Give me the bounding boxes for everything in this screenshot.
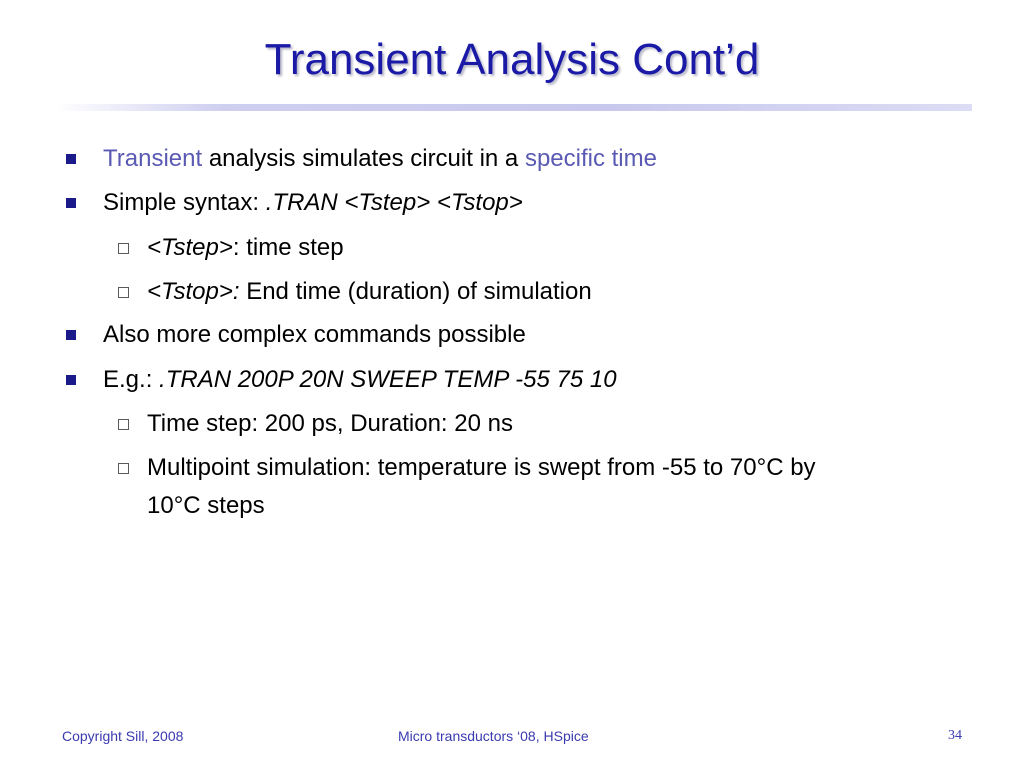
highlight-transient: Transient [103, 145, 203, 172]
example-code: .TRAN 200P 20N SWEEP TEMP -55 75 10 [159, 366, 617, 393]
bullet-square-icon [66, 198, 76, 208]
bullet-square-icon [66, 154, 76, 164]
sub-bullet-tstep [147, 234, 344, 262]
bullet-square-icon [66, 375, 76, 385]
footer-center: Micro transductors ‘08, HSpice [398, 728, 589, 744]
sub-bullet-tstop [147, 278, 592, 306]
highlight-specific-time: specific time [524, 145, 657, 172]
hollow-square-icon [118, 243, 129, 254]
bullet-square-icon [66, 330, 76, 340]
title-divider [55, 104, 972, 111]
bullet-text: Simple syntax: [103, 189, 266, 216]
sub-bullet-timestep: Time step: 200 ps, Duration: 20 ns [147, 410, 513, 437]
bullet-complex: Also more complex commands possible [103, 321, 526, 348]
param-tstep: <Tstep> [147, 234, 233, 261]
hollow-square-icon [118, 463, 129, 474]
hollow-square-icon [118, 419, 129, 430]
sub-bullet-multipoint-line1: Multipoint simulation: temperature is swept from -55 to 70°C by [147, 454, 816, 481]
footer-copyright: Copyright Sill, 2008 [62, 728, 184, 744]
param-tstop: <Tstop>: [147, 278, 240, 305]
bullet-example [103, 366, 617, 394]
page-number: 34 [948, 728, 962, 743]
bullet-text: E.g.: [103, 366, 160, 393]
bullet-text: analysis simulates circuit in a [202, 145, 525, 172]
syntax-code: .TRAN <Tstep> <Tstop> [265, 189, 523, 216]
bullet-syntax [103, 189, 523, 217]
slide-title: Transient Analysis Cont’d [264, 35, 760, 84]
hollow-square-icon [118, 287, 129, 298]
bullet-text: End time (duration) of simulation [239, 278, 592, 305]
sub-bullet-multipoint-line2: 10°C steps [147, 492, 265, 519]
bullet-text: : time step [232, 234, 344, 261]
bullet-transient [103, 145, 657, 173]
